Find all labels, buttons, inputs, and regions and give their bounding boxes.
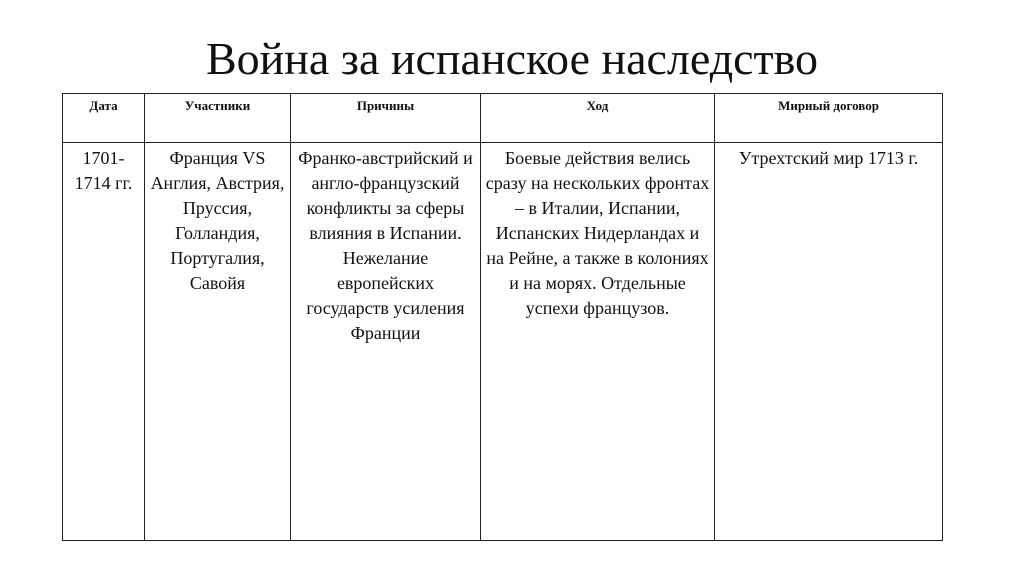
table-header-row <box>63 94 943 143</box>
cell-participants: Франция VS Англия, Австрия, Пруссия, Голландия, Португалия, Савойя <box>145 143 291 541</box>
cell-reasons: Франко-австрийский и англо-французский конфликты за сферы влияния в Испании. Нежелание европейских государств усиления Франции <box>291 143 481 541</box>
header-reasons: Причины <box>291 94 481 143</box>
header-date: Дата <box>63 94 145 143</box>
header-peace-treaty: Мирный договор <box>715 94 943 143</box>
history-table <box>62 93 943 541</box>
header-course: Ход <box>481 94 715 143</box>
slide-title: Война за испанское наследство <box>205 33 819 84</box>
cell-course: Боевые действия велись сразу на нескольких фронтах – в Италии, Испании, Испанских Нидерландах и на Рейне, а также в колониях и на морях. Отдельные успехи французов. <box>481 143 715 541</box>
cell-peace-treaty: Утрехтский мир 1713 г. <box>715 143 943 541</box>
header-participants: Участники <box>145 94 291 143</box>
cell-date: 1701-1714 гг. <box>63 143 145 541</box>
table-row <box>63 143 943 541</box>
